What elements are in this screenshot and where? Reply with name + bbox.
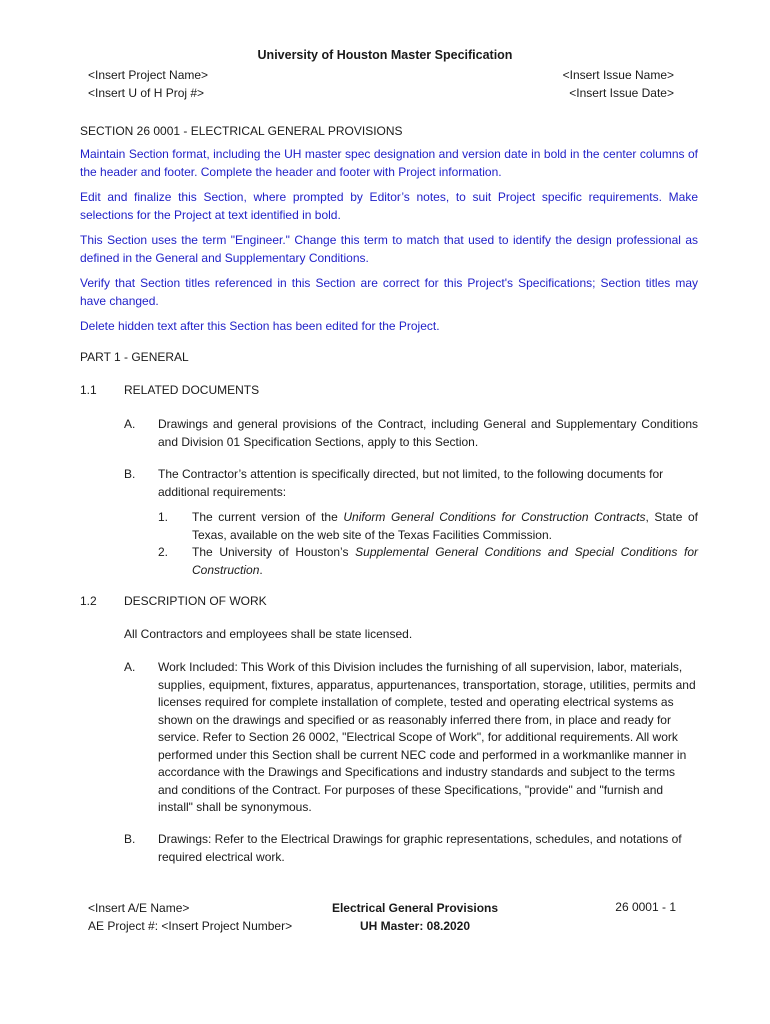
- editor-note: Edit and finalize this Section, where prompted by Editor’s notes, to suit Project specific requirements. Make selections for the Project at text identified in bold.: [80, 190, 698, 222]
- section-title: SECTION 26 0001 - ELECTRICAL GENERAL PROVISIONS: [80, 124, 403, 138]
- editor-note: Maintain Section format, including the UH master spec designation and version date in bold in the center columns of the header and footer. Complete the header and footer with Project information.: [80, 147, 698, 179]
- paragraph-label: B.: [124, 467, 136, 481]
- paragraph-1-1-a: [124, 416, 698, 451]
- editor-note: This Section uses the term "Engineer." Change this term to match that used to identify the design professional as defined in the General and Supplementary Conditions.: [80, 233, 698, 265]
- header-project-name: <Insert Project Name>: [88, 68, 209, 82]
- italic-document-title: Supplemental General Conditions and Special Conditions for Construction: [192, 545, 698, 577]
- article-number: 1.1: [80, 383, 97, 397]
- subparagraph-label: 2.: [158, 545, 169, 559]
- footer-ae-project-number: AE Project #: <Insert Project Number>: [88, 918, 293, 933]
- text-run: , State of Texas, available on the web site of the Texas Facilities Commission.: [192, 510, 698, 542]
- paragraph-label: A.: [124, 660, 136, 674]
- footer-section-name: Electrical General Provisions: [331, 901, 499, 915]
- paragraph-1-2-b: [124, 831, 698, 866]
- footer-master-version: UH Master: 08.2020: [359, 918, 471, 933]
- header-project-number: <Insert U of H Proj #>: [88, 86, 205, 100]
- subparagraph-2: [158, 544, 698, 579]
- header-left: [88, 66, 208, 102]
- paragraph-text: Work Included: This Work of this Division includes the furnishing of all supervision, labor, materials, supplies, equipment, fixtures, apparatus, appurtenances, transportation, storage, utilities, permits and licenses required for complete installation of complete, tested and operating electrical systems as shown on the drawings and specified or as reasonably inferred there from, in place and ready for service. Refer to Section 26 0002, "Electrical Scope of Work", for additional requirements. All work performed under this Section shall be current NEC code and performed in a workmanlike manner in accordance with the Drawings and Specifications and industry standards and subject to the terms and conditions of the Contract. For purposes of these Specifications, "provide" and "furnish and install" shall be synonymous.: [158, 660, 696, 814]
- part-heading: PART 1 - GENERAL: [80, 350, 189, 364]
- subparagraph-text: [192, 544, 698, 579]
- editor-notes: [80, 146, 698, 344]
- paragraph-label: A.: [124, 417, 136, 431]
- paragraph-text: Drawings and general provisions of the Contract, including General and Supplementary Conditions and Division 01 Specification Sections, apply to this Section.: [158, 417, 698, 449]
- footer-ae-name: <Insert A/E Name>: [88, 901, 190, 915]
- article-number: 1.2: [80, 594, 97, 608]
- footer-left: [88, 900, 292, 935]
- subparagraph-label: 1.: [158, 510, 169, 524]
- editor-note: Delete hidden text after this Section has been edited for the Project.: [80, 319, 440, 333]
- header-issue-name: <Insert Issue Name>: [562, 68, 674, 82]
- text-run: .: [259, 562, 263, 577]
- paragraph-1-2-a: [124, 659, 698, 817]
- article-title: DESCRIPTION OF WORK: [124, 594, 267, 608]
- text-run: The University of Houston’s: [192, 545, 356, 559]
- footer-center: [300, 900, 530, 935]
- subparagraph-1: [158, 509, 698, 544]
- paragraph-text: The Contractor’s attention is specifically directed, but not limited, to the following documents for additional requirements:: [158, 467, 664, 499]
- description-intro: All Contractors and employees shall be state licensed.: [124, 627, 413, 641]
- article-title: RELATED DOCUMENTS: [124, 383, 260, 397]
- text-run: The current version of the: [192, 510, 344, 524]
- paragraph-label: B.: [124, 832, 136, 846]
- subparagraph-text: [192, 509, 698, 544]
- editor-note: Verify that Section titles referenced in this Section are correct for this Project's Specifications; Section titles may have changed.: [80, 276, 698, 308]
- header-right: [563, 66, 674, 102]
- footer-page-number: 26 0001 - 1: [615, 900, 676, 914]
- italic-document-title: Uniform General Conditions for Construction Contracts: [343, 510, 646, 524]
- paragraph-1-1-b: [124, 466, 698, 501]
- header-issue-date: <Insert Issue Date>: [569, 86, 674, 100]
- header-title: University of Houston Master Specification: [257, 48, 513, 62]
- paragraph-text: Drawings: Refer to the Electrical Drawings for graphic representations, schedules, and notations of required electrical work.: [158, 832, 682, 864]
